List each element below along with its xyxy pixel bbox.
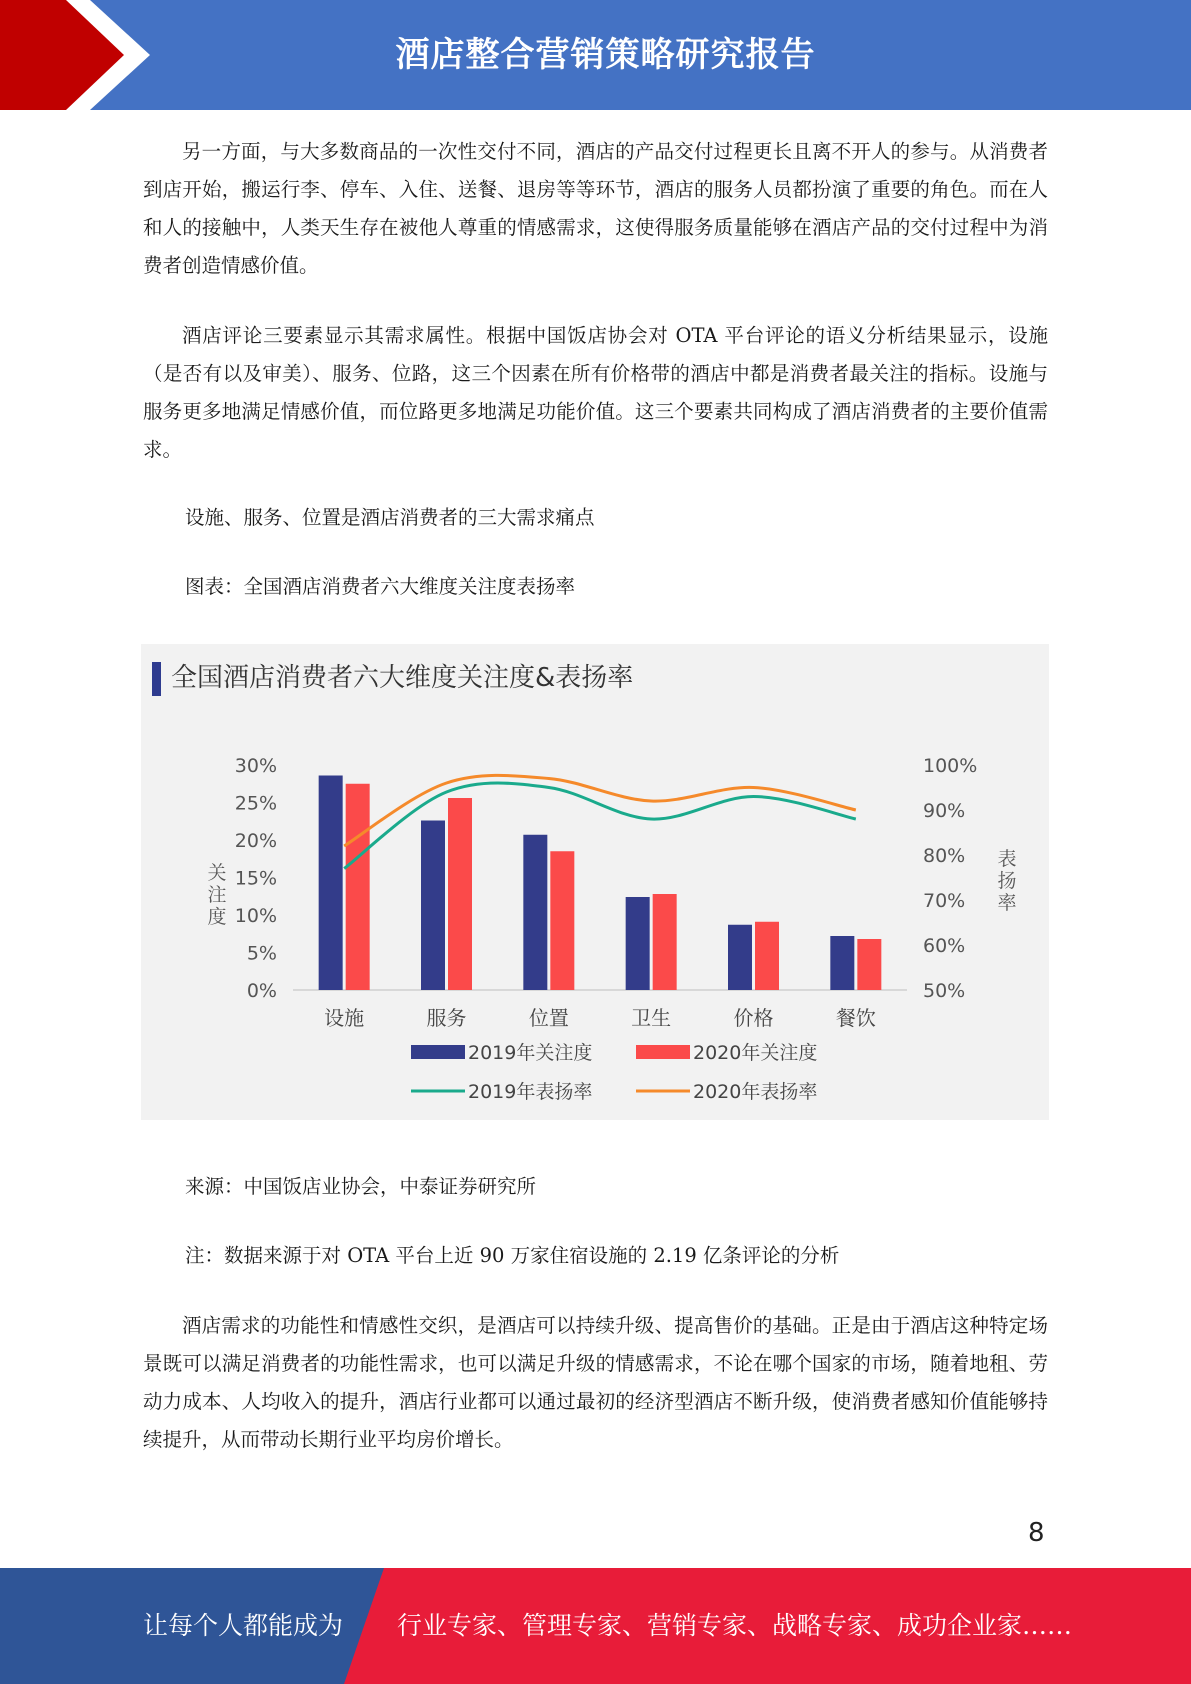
y-tick-label-right: 100% bbox=[923, 755, 978, 777]
y-tick-label-right: 90% bbox=[923, 800, 966, 822]
x-tick-label: 设施 bbox=[324, 1006, 365, 1030]
page-number: 8 bbox=[1028, 1518, 1045, 1548]
footer-slogan-right: 行业专家、管理专家、营销专家、战略专家、成功企业家…… bbox=[397, 1611, 1073, 1640]
y-tick-label-left: 15% bbox=[234, 867, 277, 890]
x-tick-label: 餐饮 bbox=[835, 1006, 876, 1030]
bar-2019-设施 bbox=[319, 776, 343, 991]
y-tick-label-right: 60% bbox=[923, 935, 966, 957]
report-title: 酒店整合营销策略研究报告 bbox=[395, 35, 816, 75]
bar-2019-位置 bbox=[523, 835, 547, 990]
x-tick-label: 价格 bbox=[733, 1006, 774, 1030]
y-tick-label-left: 30% bbox=[234, 755, 277, 777]
legend-label: 2019年表扬率 bbox=[468, 1081, 593, 1103]
line-2020年表扬率 bbox=[344, 775, 856, 846]
legend-label: 2019年关注度 bbox=[468, 1042, 593, 1064]
paragraph-review-elements: 酒店评论三要素显示其需求属性。根据中国饭店协会对 OTA 平台评论的语义分析结果显示，设施（是否有以及审美）、服务、位路，这三个因素在所有价格带的酒店中都是消费者最关注的指标。设施与服务更多地满足情感价值，而位路更多地满足功能价值。这三个要素共同构成了酒店消费者的主要价值需求。 bbox=[143, 324, 1048, 461]
chart-plot bbox=[141, 644, 1049, 1120]
y-tick-label-right: 80% bbox=[923, 845, 966, 867]
x-tick-label: 服务 bbox=[426, 1006, 467, 1030]
paragraph-service-delivery: 另一方面，与大多数商品的一次性交付不同，酒店的产品交付过程更长且离不开人的参与。从消费者到店开始，搬运行李、停车、入住、送餐、退房等等环节，酒店的服务人员都扮演了重要的角色。而在人和人的接触中，人类天生存在被他人尊重的情感需求，这使得服务质量能够在酒店产品的交付过程中为消费者创造情感价值。 bbox=[143, 140, 1048, 277]
chart-title: 全国酒店消费者六大维度关注度&表扬率 bbox=[171, 663, 634, 693]
x-tick-label: 位置 bbox=[528, 1006, 569, 1030]
bar-2019-卫生 bbox=[626, 897, 650, 990]
paragraph-upgrade: 酒店需求的功能性和情感性交织，是酒店可以持续升级、提高售价的基础。正是由于酒店这种特定场景既可以满足消费者的功能性需求，也可以满足升级的情感需求，不论在哪个国家的市场，随着地租、劳动力成本、人均收入的提升，酒店行业都可以通过最初的经济型酒店不断升级，使消费者感知价值能够持续提升，从而带动长期行业平均房价增长。 bbox=[143, 1314, 1048, 1451]
bar-2020-餐饮 bbox=[857, 939, 881, 990]
bar-2020-卫生 bbox=[653, 894, 677, 990]
chart-container bbox=[141, 644, 1049, 1120]
chart-note: 注：数据来源于对 OTA 平台上近 90 万家住宿设施的 2.19 亿条评论的分析 bbox=[185, 1244, 840, 1267]
y-tick-label-left: 25% bbox=[234, 792, 277, 815]
bar-2020-服务 bbox=[448, 798, 472, 990]
y-tick-label-left: 20% bbox=[234, 830, 277, 852]
y-tick-label-left: 5% bbox=[246, 942, 277, 965]
legend-label: 2020年表扬率 bbox=[693, 1081, 818, 1103]
legend-swatch bbox=[636, 1045, 690, 1059]
figure-caption: 图表：全国酒店消费者六大维度关注度表扬率 bbox=[185, 575, 576, 598]
y-tick-label-left: 0% bbox=[246, 980, 277, 1002]
page-footer bbox=[0, 1568, 1191, 1684]
y-tick-label-left: 10% bbox=[234, 905, 277, 927]
footer-slogan-left: 让每个人都能成为 bbox=[143, 1611, 344, 1640]
page-header bbox=[0, 0, 1191, 110]
bar-2020-价格 bbox=[755, 922, 779, 990]
bar-2019-服务 bbox=[421, 821, 445, 991]
chart-source: 来源：中国饭店业协会，中泰证券研究所 bbox=[185, 1175, 537, 1198]
bar-2019-餐饮 bbox=[830, 936, 854, 990]
y-tick-label-right: 70% bbox=[923, 890, 966, 912]
section-heading: 设施、服务、位置是酒店消费者的三大需求痛点 bbox=[185, 506, 595, 529]
bar-2020-位置 bbox=[550, 851, 574, 990]
y-axis-label-right: 表扬率 bbox=[997, 848, 1017, 914]
y-axis-label-left: 关注度 bbox=[207, 862, 227, 928]
legend-label: 2020年关注度 bbox=[693, 1042, 818, 1064]
bar-2020-设施 bbox=[346, 784, 370, 990]
y-tick-label-right: 50% bbox=[923, 980, 966, 1002]
legend-swatch bbox=[411, 1045, 465, 1059]
x-tick-label: 卫生 bbox=[631, 1006, 672, 1030]
bar-2019-价格 bbox=[728, 925, 752, 990]
